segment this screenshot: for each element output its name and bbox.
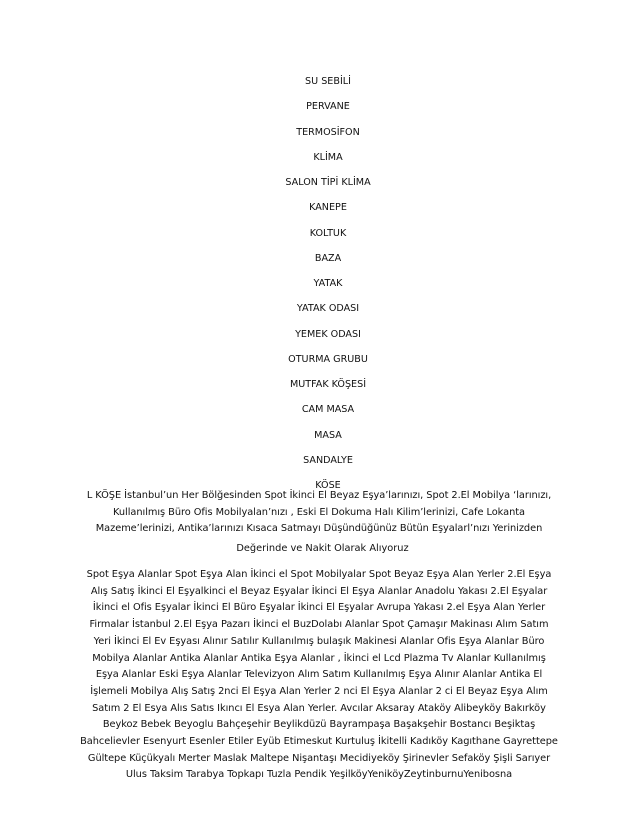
list-item: YATAK ODASI [296, 303, 360, 315]
centered-statement: Değerinde ve Nakit Olarak Alıyoruz [236, 543, 409, 554]
list-item: YEMEK ODASI [295, 328, 361, 340]
body-paragraph: Spot Eşya Alanlar Spot Eşya Alan İkinci el Spot Mobilyalar Spot Beyaz Eşya Alan Yerler 2.El Eşya Alış Satış İkinci El Eşyalkinci el Beyaz Eşyalar İkinci El Eşya Alanlar Anadolu Yakası 2.El Eşyalar İkinci el Ofis Eşyalar İkinci El Büro Eşyalar İkinci El Eşyalar Avrupa Yakası 2.el Eşya Alan Yerler Firmalar İstanbul 2.El Eşya Pazarı İkinci el BuzDolabı Alanlar Spot Çamaşır Makinası Alım Satım Yeri İkinci El Ev Eşyası Alınır Satılır Kullanılmış bulaşık Makinesi Alanlar Ofis Eşya Alanlar Büro Mobilya Alanlar Antika Alanlar Antika Eşya Alanlar , İkinci el Lcd Plazma Tv Alanlar Kullanılmış Eşya Alanlar Eski Eşya Alanlar Televizyon Alım Satım Kullanılmış Eşya Alınır Alanlar Antika El İşlemeli Mobilya Alış Satış 2nci El Eşya Alan Yerler 2 nci El Eşya Alanlar 2 ci El Beyaz Eşya Alım Satım 2 El Esya Alıs Satıs Ikıncı El Esya Alan Yerler. Avcılar Aksaray Ataköy Alibeyköy Bakırköy Beykoz Bebek Beyoglu Bahçeşehir Beylikdüzü Bayrampaşa Başakşehir Bostancı Beşiktaş Bahcelievler Esenyurt Esenler Etiler Eyüb Etimeskut Kurtuluş İkitelli Kadıköy Kagıthane Gayrettepe Gültepe Küçükyalı Merter Maslak Maltepe Nişantaşı Mecidiyeköy Şirinevler Sefaköy Şişli Sarıyer Ulus Taksim Tarabya Topkapı Tuzla Pendik YeşilköyYeniköyZeytinburnuYenibosna [80, 569, 558, 781]
list-item: TERMOSİFON [296, 126, 360, 138]
list-item: KLİMA [313, 151, 343, 163]
list-item: BAZA [314, 252, 342, 264]
intro-paragraph: L KÖŞE İstanbul’un Her Bölğesinden Spot İkinci El Beyaz Eşya’larınızı, Spot 2.El Mobilya ‘larınızı, Kullanılmış Büro Ofis Mobilyalan’nızı , Eski El Dokuma Halı Kilim’lerinizi, Cafe Lokanta Mazeme’lerinizi, Antika’larınızı Kısaca Satmayı Düşündüğünüz Bütün Eşyalarl’nızı Yerinizden [86, 490, 552, 535]
list-item: YATAK [313, 278, 343, 289]
list-item: KANEPE [309, 202, 347, 214]
list-item: SALON TİPİ KLİMA [285, 177, 371, 188]
list-item: PERVANE [306, 101, 350, 113]
item-list [0, 75, 638, 504]
list-item: OTURMA GRUBU [288, 353, 368, 365]
list-item: CAM MASA [301, 404, 355, 416]
list-item: KOLTUK [309, 227, 347, 239]
list-item: MUTFAK KÖŞESİ [289, 379, 367, 390]
list-item: MASA [314, 429, 342, 441]
list-item: KÖSE [315, 480, 341, 491]
list-item: SU SEBİLİ [305, 76, 351, 87]
list-item: SANDALYE [303, 454, 353, 466]
